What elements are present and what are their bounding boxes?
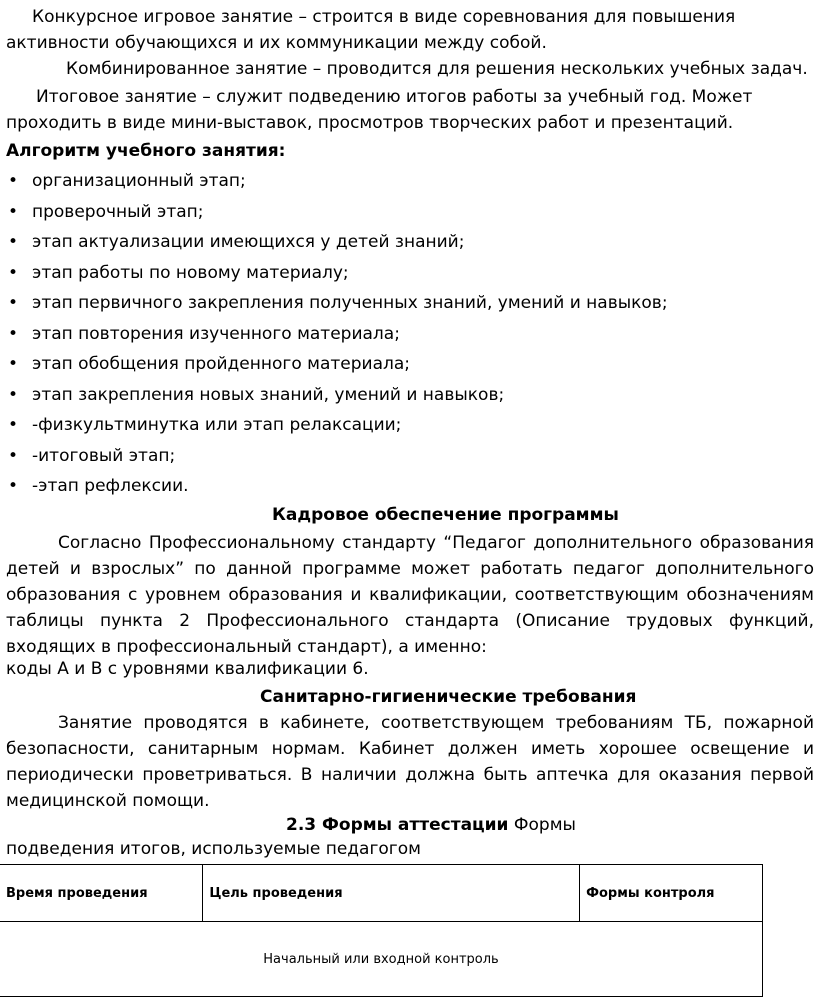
- attestation-subheading: подведения итогов, используемые педагогом: [6, 839, 421, 859]
- list-item: • проверочный этап;: [6, 197, 806, 228]
- paragraph-combined-lesson: Комбинированное занятие – проводится для решения нескольких учебных задач.: [66, 59, 808, 79]
- table-row: [0, 922, 763, 997]
- list-item: • этап работы по новому материалу;: [6, 258, 806, 289]
- attestation-table: [0, 864, 763, 997]
- attestation-heading-rest: Формы: [508, 815, 576, 835]
- table-span-cell: Начальный или входной контроль: [0, 922, 763, 997]
- list-item: • -физкультминутка или этап релаксации;: [6, 410, 806, 441]
- list-item: • -этап рефлексии.: [6, 471, 806, 502]
- list-item: • этап закрепления новых знаний, умений и навыков;: [6, 380, 806, 411]
- column-header-time: Время проведения: [0, 865, 203, 922]
- list-item: • этап первичного закрепления полученных знаний, умений и навыков;: [6, 288, 806, 319]
- table-header-row: [0, 865, 763, 922]
- paragraph-final-lesson: Итоговое занятие – служит подведению итогов работы за учебный год. Может проходить в виде мини-выставок, просмотров творческих работ и презентаций.: [6, 87, 753, 133]
- list-item: • этап обобщения пройденного материала;: [6, 349, 806, 380]
- attestation-heading: [286, 812, 576, 838]
- algorithm-list: [6, 166, 806, 502]
- staffing-paragraph: Согласно Профессиональному стандарту “Педагог дополнительного образования детей и взрослых” по данной программе может работать педагог дополнительного образования с уровнем образования и квалификации, соответствующим обозначениям таблицы пункта 2 Профессионального стандарта (Описание трудовых функций, входящих в профессиональный стандарт), а именно:: [6, 533, 814, 657]
- sanitary-heading: Санитарно-гигиенические требования: [260, 687, 637, 707]
- algorithm-heading: Алгоритм учебного занятия:: [6, 141, 286, 161]
- staffing-codes: коды А и В с уровнями квалификации 6.: [6, 659, 369, 679]
- list-item: • этап повторения изученного материала;: [6, 319, 806, 350]
- column-header-forms: Формы контроля: [580, 865, 763, 922]
- list-item: • этап актуализации имеющихся у детей знаний;: [6, 227, 806, 258]
- staffing-heading: Кадровое обеспечение программы: [272, 505, 619, 525]
- sanitary-paragraph: Занятие проводятся в кабинете, соответствующем требованиям ТБ, пожарной безопасности, санитарным нормам. Кабинет должен иметь хорошее освещение и периодически проветриваться. В наличии должна быть аптечка для оказания первой медицинской помощи.: [6, 713, 814, 811]
- list-item: • организационный этап;: [6, 166, 806, 197]
- list-item: • -итоговый этап;: [6, 441, 806, 472]
- attestation-heading-bold: 2.3 Формы аттестации: [286, 815, 509, 835]
- column-header-purpose: Цель проведения: [203, 865, 580, 922]
- paragraph-contest-lesson: Конкурсное игровое занятие – строится в виде соревнования для повышения активности обучающихся и их коммуникации между собой.: [6, 7, 736, 53]
